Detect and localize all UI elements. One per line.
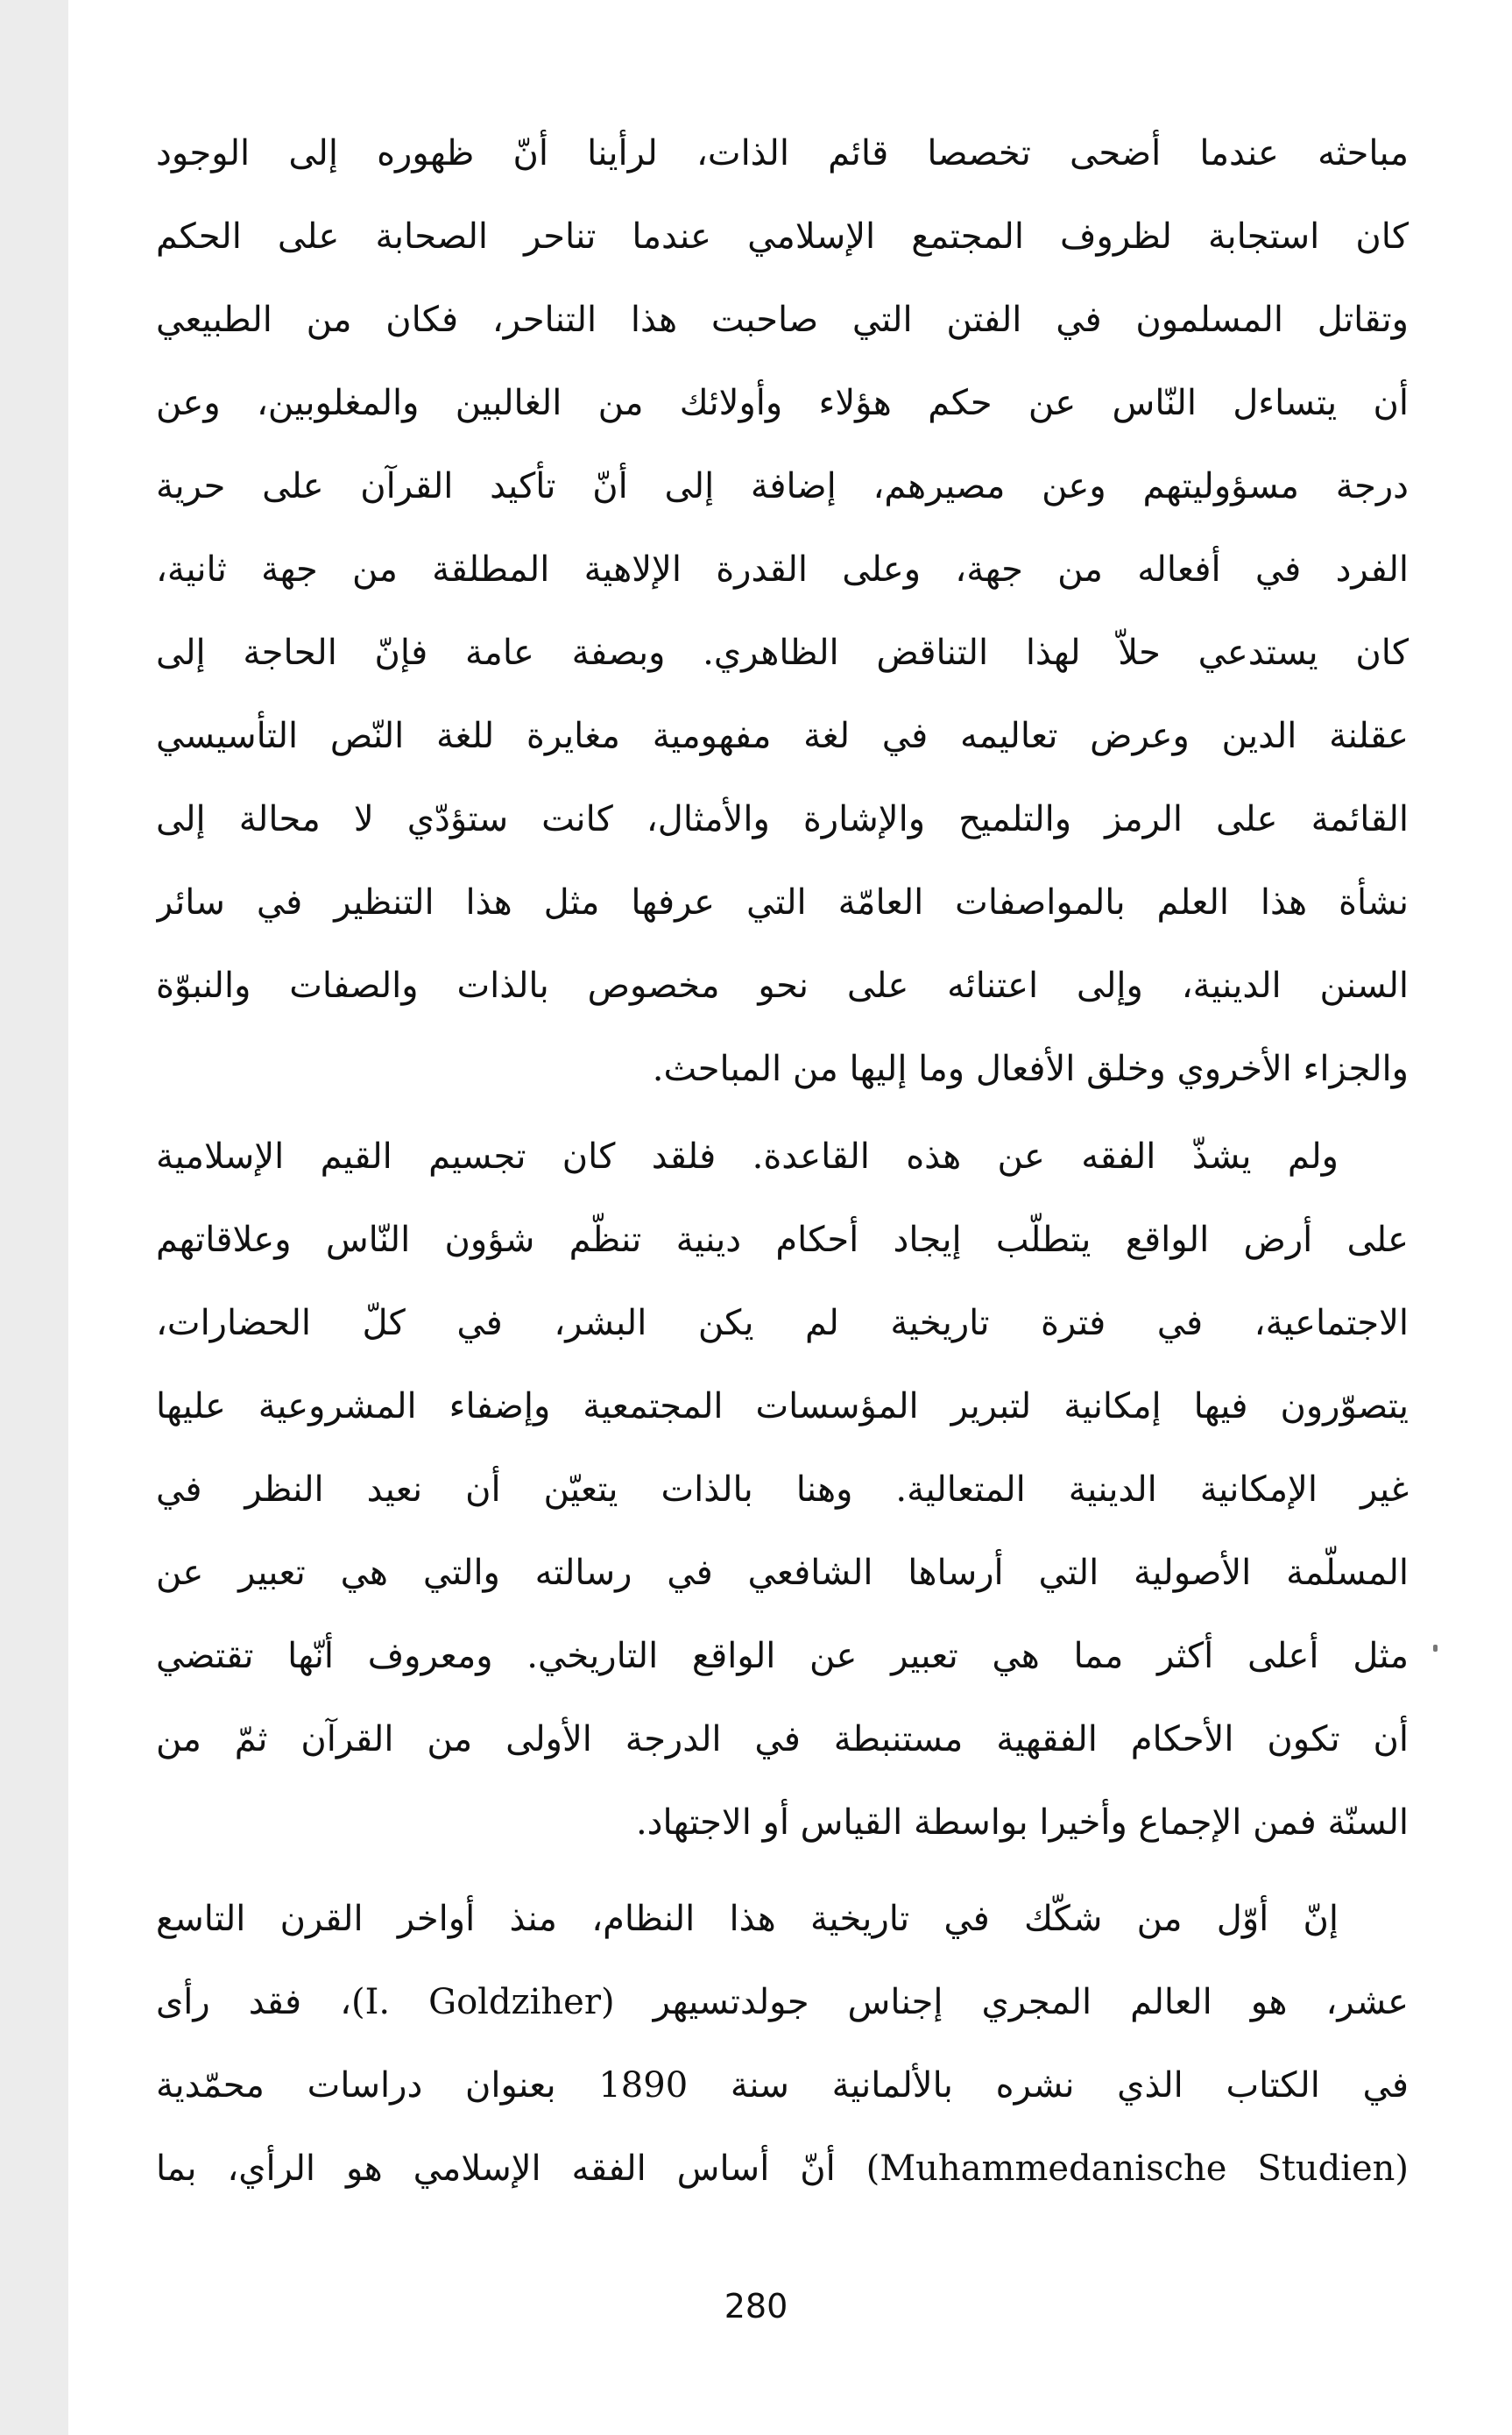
paragraph-2-line: يتصوّرون فيها إمكانية لتبرير المؤسسات المجتمعية وإضفاء المشروعية عليها bbox=[156, 1386, 1409, 1426]
scan-margin-shadow bbox=[0, 0, 68, 2435]
paragraph-2-line: الاجتماعية، في فترة تاريخية لم يكن البشر، في كلّ الحضارات، bbox=[156, 1303, 1409, 1343]
scan-speck bbox=[1433, 1645, 1438, 1652]
paragraph-2-line: ولم يشذّ الفقه عن هذه القاعدة. فلقد كان تجسيم القيم الإسلامية bbox=[156, 1136, 1339, 1177]
paragraph-3-line: في الكتاب الذي نشره بالألمانية سنة 1890 بعنوان دراسات محمّدية bbox=[156, 2065, 1409, 2106]
paragraph-1-line: كان يستدعي حلاّ لهذا التناقض الظاهري. وبصفة عامة فإنّ الحاجة إلى bbox=[156, 633, 1409, 673]
paragraph-1-line: والجزاء الأخروي وخلق الأفعال وما إليها من المباحث. bbox=[652, 1049, 1409, 1089]
paragraph-3-line: (Muhammedanische Studien) أنّ أساس الفقه الإسلامي هو الرأي، بما bbox=[156, 2148, 1409, 2189]
paragraph-1-line: مباحثه عندما أضحى تخصصا قائم الذات، لرأينا أنّ ظهوره إلى الوجود bbox=[156, 133, 1409, 173]
paragraph-1-line: درجة مسؤوليتهم وعن مصيرهم، إضافة إلى أنّ تأكيد القرآن على حرية bbox=[156, 466, 1409, 506]
paragraph-1-line: أن يتساءل النّاس عن حكم هؤلاء وأولائك من الغالبين والمغلوبين، وعن bbox=[156, 383, 1409, 423]
paragraph-2-line: على أرض الواقع يتطلّب إيجاد أحكام دينية تنظّم شؤون النّاس وعلاقاتهم bbox=[156, 1220, 1409, 1260]
paragraph-2-line: غير الإمكانية الدينية المتعالية. وهنا بالذات يتعيّن أن نعيد النظر في bbox=[156, 1469, 1409, 1510]
paragraph-1-line: السنن الدينية، وإلى اعتنائه على نحو مخصوص بالذات والصفات والنبوّة bbox=[156, 966, 1409, 1006]
paragraph-1-line: كان استجابة لظروف المجتمع الإسلامي عندما تناحر الصحابة على الحكم bbox=[156, 216, 1409, 257]
paragraph-3 bbox=[156, 1878, 1409, 2211]
paragraph-3-line: عشر، هو العالم المجري إجناس جولدتسيهر (I. Goldziher)، فقد رأى bbox=[156, 1982, 1409, 2022]
paragraph-2-line: مثل أعلى أكثر مما هي تعبير عن الواقع التاريخي. ومعروف أنّها تقتضي bbox=[156, 1636, 1409, 1676]
page-number: 280 bbox=[724, 2287, 788, 2325]
paragraph-2 bbox=[156, 1115, 1409, 1865]
paragraph-1-line: عقلنة الدين وعرض تعاليمه في لغة مفهومية مغايرة للغة النّص التأسيسي bbox=[156, 716, 1409, 756]
paragraph-1-line: القائمة على الرمز والتلميح والإشارة والأمثال، كانت ستؤدّي لا محالة إلى bbox=[156, 799, 1409, 839]
paragraph-2-line: المسلّمة الأصولية التي أرساها الشافعي في رسالته والتي هي تعبير عن bbox=[156, 1553, 1409, 1593]
paragraph-1-line: وتقاتل المسلمون في الفتن التي صاحبت هذا التناحر، فكان من الطبيعي bbox=[156, 300, 1409, 340]
paragraph-1-line: الفرد في أفعاله من جهة، وعلى القدرة الإلاهية المطلقة من جهة ثانية، bbox=[156, 549, 1409, 590]
paragraph-2-line: السنّة فمن الإجماع وأخيرا بواسطة القياس أو الاجتهاد. bbox=[635, 1802, 1409, 1843]
paragraph-1-line: نشأة هذا العلم بالمواصفات العامّة التي عرفها مثل هذا التنظير في سائر bbox=[156, 882, 1409, 923]
paragraph-3-line: إنّ أوّل من شكّك في تاريخية هذا النظام، منذ أواخر القرن التاسع bbox=[156, 1899, 1339, 1939]
paragraph-2-line: أن تكون الأحكام الفقهية مستنبطة في الدرجة الأولى من القرآن ثمّ من bbox=[156, 1719, 1409, 1759]
paragraph-1 bbox=[156, 112, 1409, 1111]
